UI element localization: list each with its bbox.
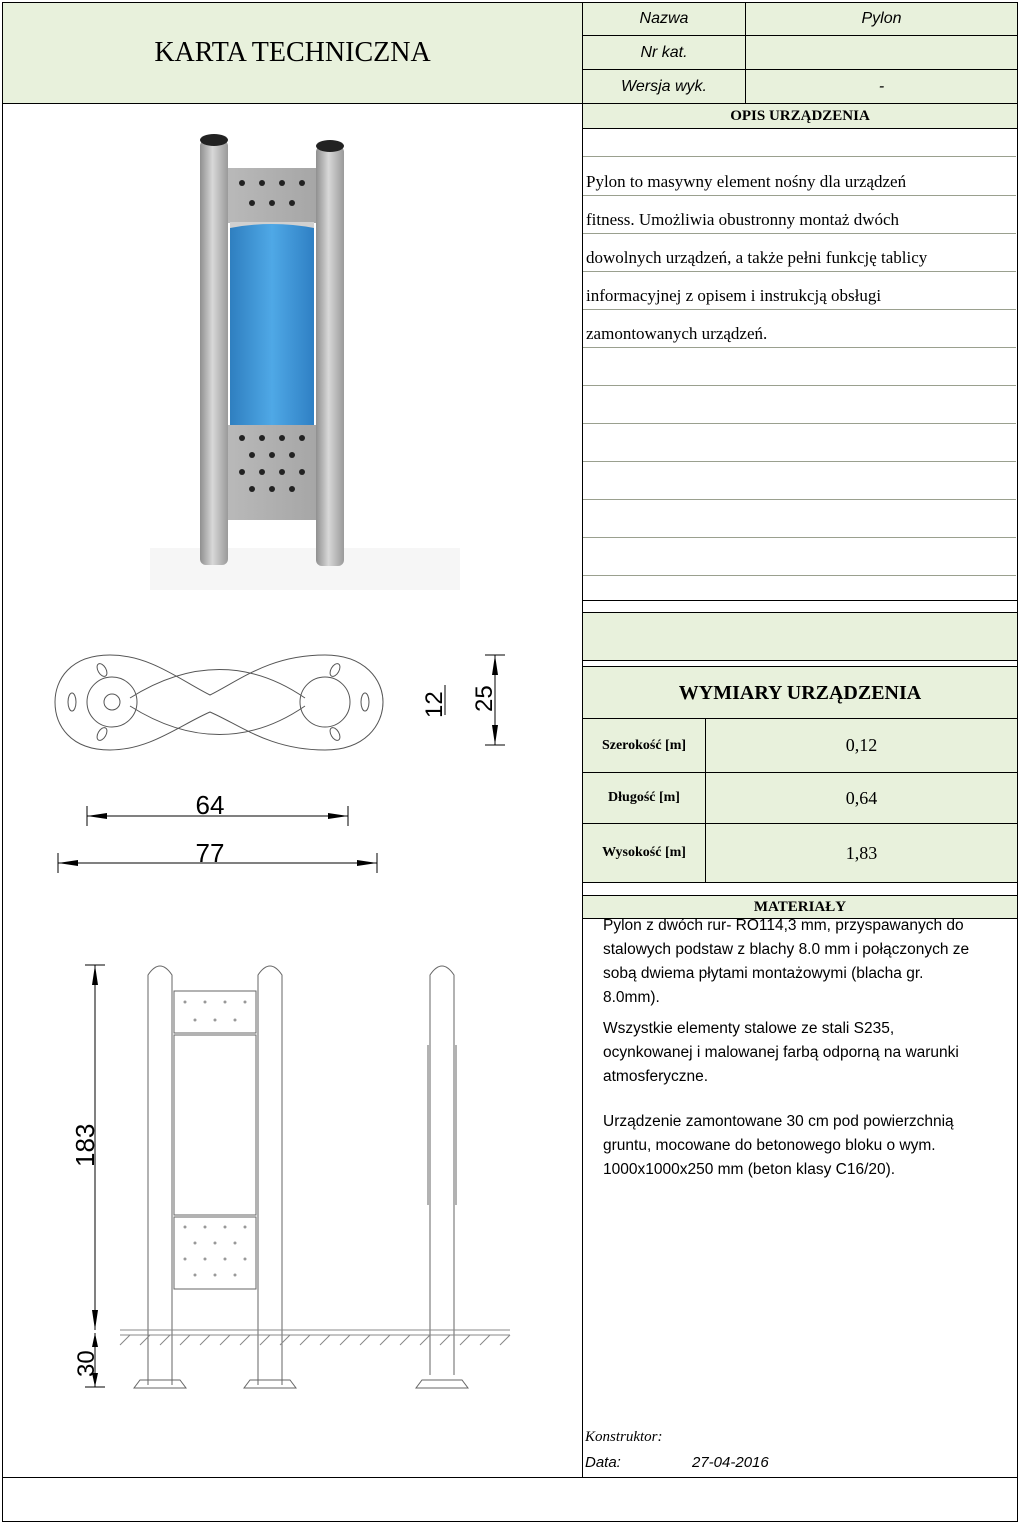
materials-line: Pylon z dwóch rur- RO114,3 mm, przyspawanych do [603, 917, 964, 934]
header-value-version: - [746, 70, 1017, 103]
dim-label-183: 183 [70, 1123, 100, 1167]
dim-value-height: 1,83 [845, 842, 878, 863]
header-label-version: Wersja wyk. [583, 70, 745, 103]
top-view-drawing [50, 640, 530, 880]
header-value-name: Pylon [746, 3, 1017, 35]
dim-label-height: Wysokość [m] [602, 845, 686, 860]
product-render [150, 128, 470, 593]
dim-label-25: 25 [471, 685, 498, 712]
materials-line: stalowych podstaw z blachy 8.0 mm i połączonych ze [603, 941, 970, 958]
dimensions-heading: WYMIARY URZĄDZENIA [678, 681, 922, 704]
materials-heading: MATERIAŁY [583, 896, 1017, 918]
description-line: zamontowanych urządzeń. [586, 324, 768, 343]
dim-label-12: 12 [421, 691, 448, 718]
dim-value-width: 0,12 [845, 735, 878, 755]
blank-band [583, 613, 1017, 660]
description-heading: OPIS URZĄDZENIA [583, 104, 1017, 128]
dim-label-30: 30 [73, 1350, 100, 1377]
materials-line: sobą dwiema płytami montażowymi (blacha gr. [603, 965, 924, 982]
constructor-label: Konstruktor: [585, 1429, 663, 1445]
description-line: informacyjnej z opisem i instrukcją obsługi [586, 286, 882, 305]
header-label-name: Nazwa [583, 3, 745, 35]
materials-line: gruntu, mocowane do betonowego bloku o wym. [603, 1137, 936, 1154]
header-value-catalog [746, 36, 1017, 69]
materials-line: atmosferyczne. [603, 1068, 709, 1085]
dim-label-64: 64 [195, 790, 225, 820]
dim-label-length: Długość [m] [608, 790, 680, 805]
dim-label-77: 77 [195, 838, 225, 868]
date-value: 27-04-2016 [692, 1454, 769, 1471]
materials-line: ocynkowanej i malowanej farbą odporną na warunki [603, 1044, 959, 1061]
dim-value-length: 0,64 [845, 787, 878, 808]
elevation-drawing [60, 955, 520, 1405]
materials-line: Wszystkie elementy stalowe ze stali S235, [603, 1020, 895, 1037]
description-line: dowolnych urządzeń, a także pełni funkcję tablicy [586, 248, 928, 267]
materials-line: 8.0mm). [603, 989, 660, 1006]
page-title: KARTA TECHNICZNA [154, 37, 431, 68]
materials-line: 1000x1000x250 mm (beton klasy C16/20). [603, 1161, 896, 1178]
header-label-catalog: Nr kat. [583, 36, 745, 69]
date-label: Data: [585, 1454, 621, 1471]
description-line: Pylon to masywny element nośny dla urządzeń [586, 172, 907, 191]
description-line: fitness. Umożliwia obustronny montaż dwóch [586, 210, 900, 229]
title-cell [3, 3, 582, 103]
dim-label-width: Szerokość [m] [601, 737, 687, 753]
materials-line: Urządzenie zamontowane 30 cm pod powierzchnią [603, 1113, 954, 1130]
